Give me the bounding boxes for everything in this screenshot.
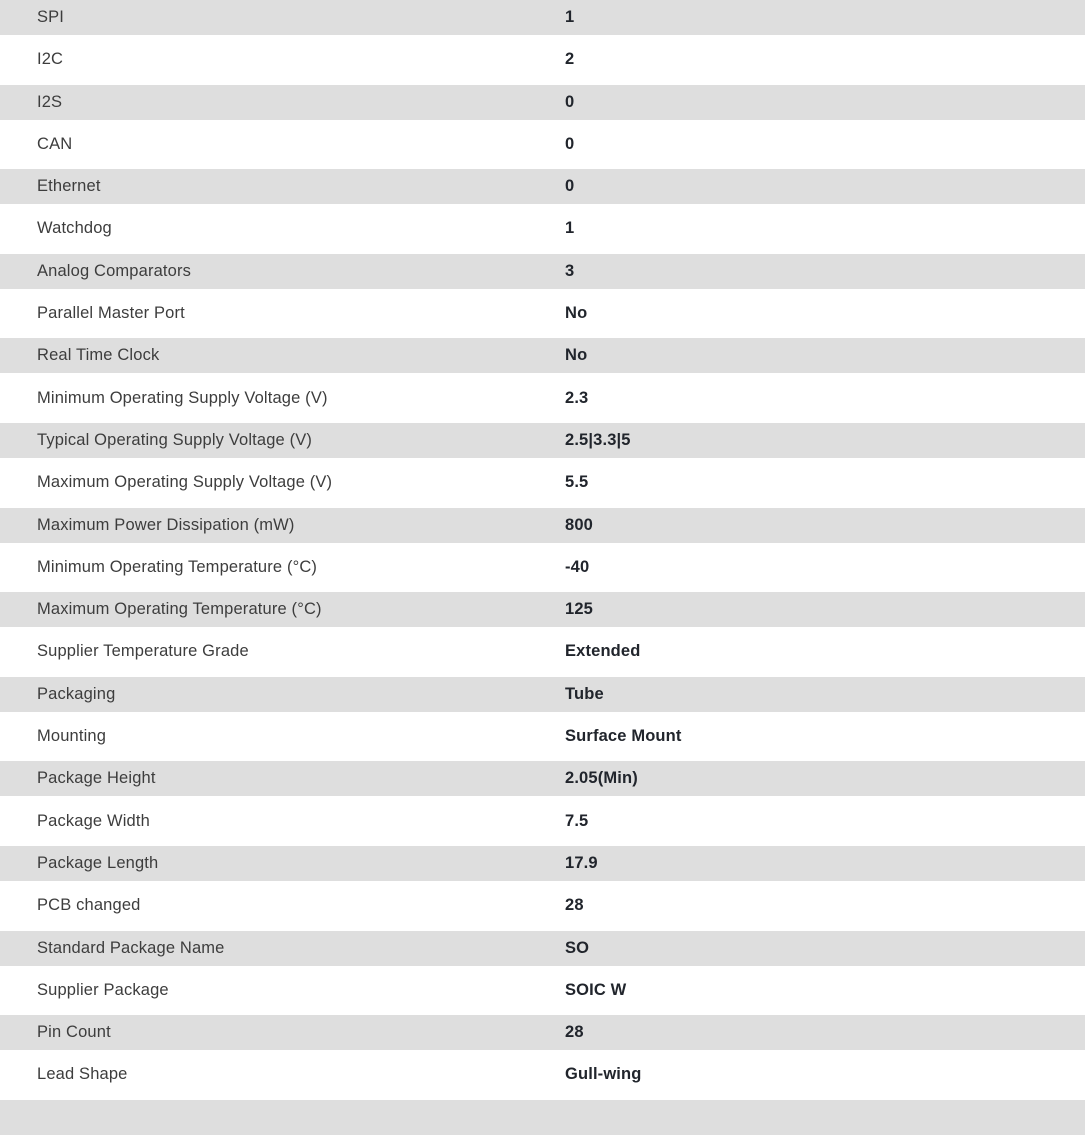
spec-label: Maximum Operating Temperature (°C) (37, 600, 322, 619)
spec-label: Typical Operating Supply Voltage (V) (37, 430, 313, 449)
table-row (0, 888, 1085, 923)
table-row (0, 296, 1085, 331)
spec-value: 0 (565, 134, 575, 153)
spec-value: 7.5 (565, 811, 589, 830)
spec-label: Packaging (37, 684, 116, 703)
spec-label: Maximum Power Dissipation (mW) (37, 515, 295, 534)
table-row (0, 761, 1085, 796)
table-row (0, 0, 1085, 35)
spec-label: Package Length (37, 853, 159, 872)
table-row (0, 42, 1085, 77)
table-row (0, 846, 1085, 881)
spec-value: Tube (565, 684, 604, 703)
spec-label: Pin Count (37, 1023, 111, 1042)
spec-label: Analog Comparators (37, 261, 192, 280)
spec-label: Lead Shape (37, 1065, 128, 1084)
spec-label: I2C (37, 50, 64, 69)
spec-value: 1 (565, 8, 575, 26)
table-row (0, 127, 1085, 162)
table-row (0, 592, 1085, 627)
spec-label: Package Width (37, 811, 150, 830)
spec-value: Gull-wing (565, 1065, 642, 1084)
spec-value: SO (565, 938, 590, 957)
spec-label: Minimum Operating Supply Voltage (V) (37, 388, 328, 407)
spec-label: Minimum Operating Temperature (°C) (37, 557, 318, 576)
spec-label: Supplier Temperature Grade (37, 642, 249, 661)
table-row (0, 719, 1085, 754)
table-row (0, 804, 1085, 839)
spec-value: 2.05(Min) (565, 769, 638, 788)
spec-label: CAN (37, 134, 73, 153)
spec-value: SOIC W (565, 980, 627, 999)
table-row (0, 931, 1085, 966)
spec-value: 0 (565, 92, 575, 111)
table-row (0, 1015, 1085, 1050)
spec-value: 125 (565, 600, 593, 619)
spec-value: 28 (565, 896, 584, 915)
spec-label: Package Height (37, 769, 156, 788)
table-row (0, 85, 1085, 120)
spec-label: Mounting (37, 727, 107, 746)
spec-label: SPI (37, 8, 65, 26)
spec-value: 28 (565, 1023, 584, 1042)
table-row (0, 1057, 1085, 1092)
table-row (0, 338, 1085, 373)
spec-value: No (565, 304, 588, 323)
table-row (0, 1100, 1085, 1135)
spec-value: 0 (565, 177, 575, 196)
spec-label: PCB changed (37, 896, 141, 915)
spec-label: Watchdog (37, 219, 112, 238)
spec-value: 1 (565, 219, 575, 238)
spec-label: Real Time Clock (37, 346, 160, 365)
table-row (0, 634, 1085, 669)
table-row (0, 423, 1085, 458)
spec-label: Ethernet (37, 177, 101, 196)
table-row (0, 465, 1085, 500)
spec-label: Maximum Operating Supply Voltage (V) (37, 473, 333, 492)
spec-value: 2.5|3.3|5 (565, 430, 631, 449)
spec-value: 800 (565, 515, 593, 534)
spec-value: 5.5 (565, 473, 589, 492)
spec-value: 17.9 (565, 853, 598, 872)
table-row (0, 381, 1085, 416)
spec-value: 2 (565, 50, 575, 69)
table-row (0, 169, 1085, 204)
table-row (0, 550, 1085, 585)
spec-label: Supplier Package (37, 980, 169, 999)
table-row (0, 508, 1085, 543)
spec-label: Parallel Master Port (37, 304, 185, 323)
spec-value: Surface Mount (565, 727, 682, 746)
table-row (0, 254, 1085, 289)
spec-label: I2S (37, 92, 63, 111)
spec-value: 2.3 (565, 388, 589, 407)
spec-value: Extended (565, 642, 641, 661)
table-row (0, 677, 1085, 712)
spec-label: Standard Package Name (37, 938, 225, 957)
spec-value: -40 (565, 557, 590, 576)
table-row (0, 973, 1085, 1008)
table-row (0, 211, 1085, 246)
spec-value: No (565, 346, 588, 365)
spec-value: 3 (565, 261, 575, 280)
